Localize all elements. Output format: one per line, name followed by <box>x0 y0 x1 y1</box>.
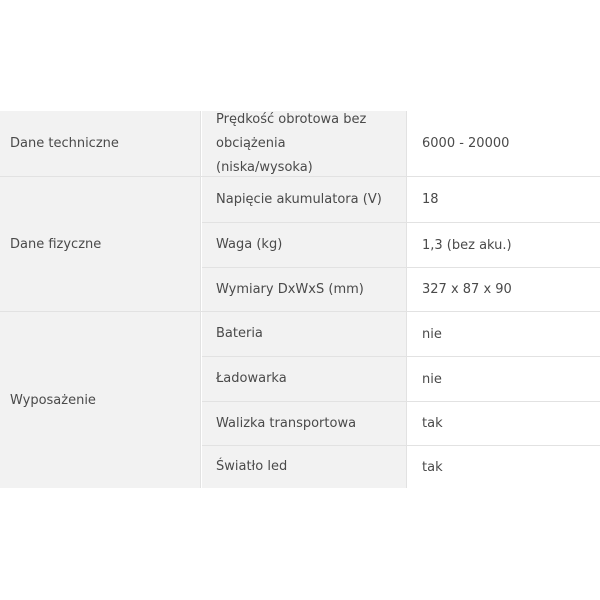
spec-value: tak <box>408 402 600 445</box>
spec-row <box>202 312 600 356</box>
spec-row <box>202 446 600 488</box>
spec-row <box>202 357 600 401</box>
group-label: Dane fizyczne <box>0 177 201 311</box>
group-label: Wyposażenie <box>0 312 201 488</box>
spec-value: 327 x 87 x 90 <box>408 268 600 311</box>
spec-group <box>0 177 600 311</box>
spec-row <box>202 402 600 445</box>
spec-value: tak <box>408 446 600 488</box>
spec-row <box>202 268 600 311</box>
spec-row <box>202 177 600 222</box>
spec-value: 18 <box>408 177 600 222</box>
spec-property: Wymiary DxWxS (mm) <box>202 268 407 311</box>
spec-row <box>202 223 600 267</box>
spec-value: nie <box>408 312 600 356</box>
spec-property: Napięcie akumulatora (V) <box>202 177 407 222</box>
group-label: Dane techniczne <box>0 111 201 176</box>
spec-value: nie <box>408 357 600 401</box>
spec-property: Bateria <box>202 312 407 356</box>
spec-property: Walizka transportowa <box>202 402 407 445</box>
spec-property: Ładowarka <box>202 357 407 401</box>
spec-property: Prędkość obrotowa bez obciążenia (niska/wysoka) <box>202 111 407 176</box>
spec-group <box>0 312 600 488</box>
spec-group <box>0 111 600 176</box>
spec-property: Światło led <box>202 446 407 488</box>
spec-property: Waga (kg) <box>202 223 407 267</box>
spec-value: 6000 - 20000 <box>408 111 600 176</box>
spec-value: 1,3 (bez aku.) <box>408 223 600 267</box>
spec-row <box>202 111 600 176</box>
spec-table <box>0 111 600 488</box>
